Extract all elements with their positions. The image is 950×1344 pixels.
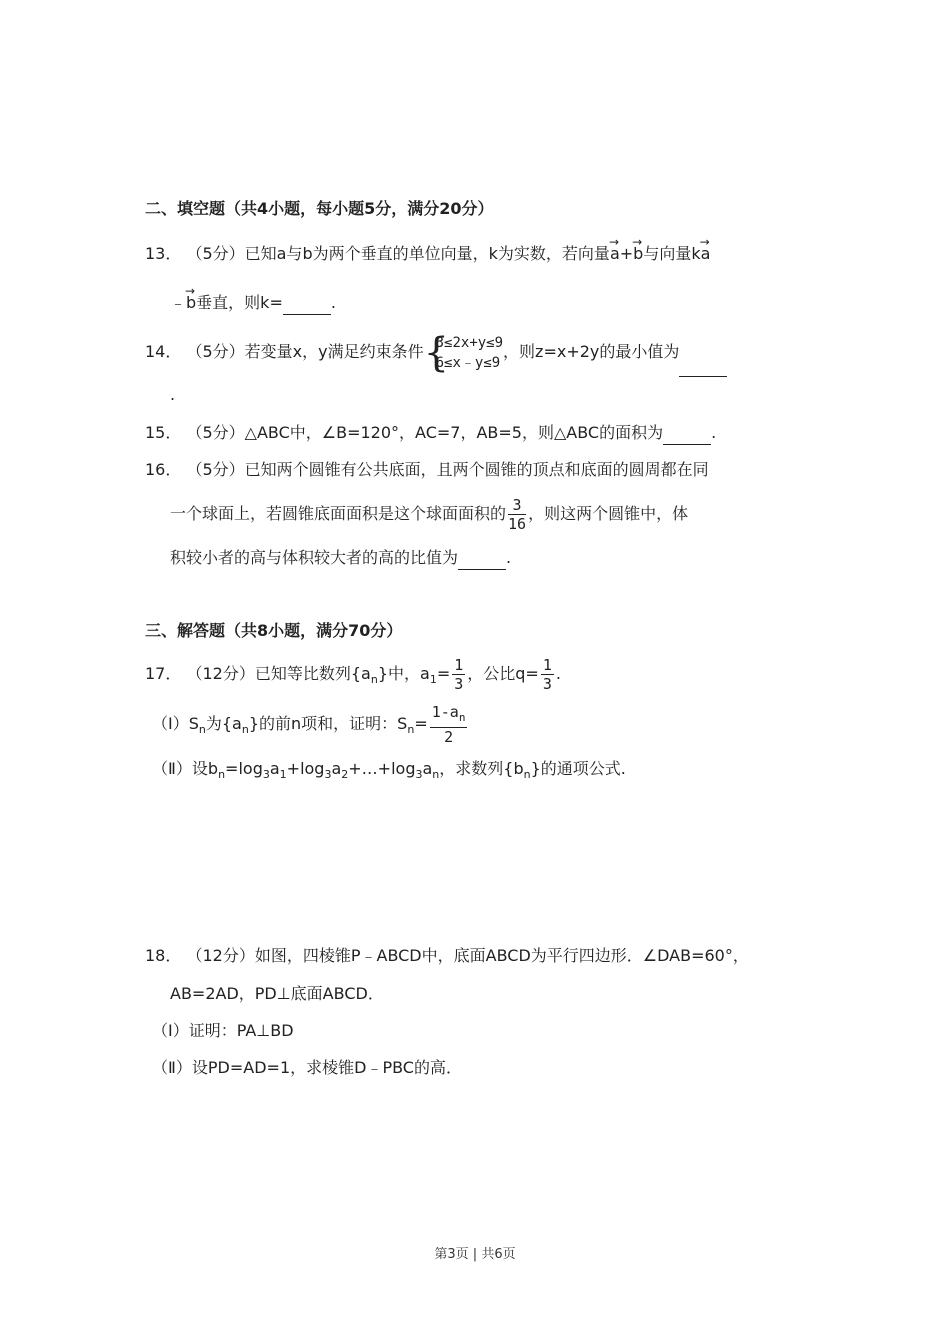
answer-blank bbox=[458, 547, 506, 570]
fraction-numerator: 3 bbox=[508, 496, 526, 515]
q17-text: a bbox=[331, 759, 342, 778]
question-13-line1 bbox=[145, 243, 710, 265]
fraction-1-3 bbox=[452, 656, 465, 693]
subscript: n bbox=[218, 768, 226, 782]
q17-text: = bbox=[414, 714, 428, 733]
part-label: （Ⅰ） bbox=[152, 1021, 189, 1040]
q18-text: 设PD=AD=1，求棱锥D﹣PBC的高． bbox=[191, 1058, 462, 1077]
question-17-line1 bbox=[145, 654, 561, 700]
q17-text: ，公比q= bbox=[467, 664, 539, 683]
subscript: n bbox=[241, 723, 249, 737]
q17-text: a bbox=[269, 759, 280, 778]
q13-text: 为两个垂直的单位向量，k为实数，若向量 bbox=[312, 244, 610, 263]
q15-text: △ABC中，∠B=120°，AC=7，AB=5，则△ABC的面积为 bbox=[244, 423, 664, 442]
q17-text: 已知等比数列{a bbox=[254, 664, 371, 683]
q17-score: （12分） bbox=[186, 664, 255, 683]
question-16-line1 bbox=[145, 459, 709, 481]
q17-text: = bbox=[436, 664, 451, 683]
subscript: 2 bbox=[341, 768, 349, 782]
vector-b: → b bbox=[633, 243, 643, 265]
fraction-denominator: 2 bbox=[444, 728, 454, 746]
question-18-part1 bbox=[152, 1020, 294, 1042]
q14-text: 若变量x，y满足约束条件 bbox=[244, 342, 424, 361]
subscript: n bbox=[407, 723, 415, 737]
q18-text: 如图，四棱锥P﹣ABCD中，底面ABCD为平行四边形．∠DAB=60°， bbox=[254, 946, 749, 965]
fraction-numerator bbox=[430, 703, 468, 728]
subscript: 3 bbox=[415, 768, 423, 782]
q16-text: 已知两个圆锥有公共底面，且两个圆锥的顶点和底面的圆周都在同 bbox=[244, 460, 709, 479]
q13-end: . bbox=[330, 293, 336, 312]
q15-score: （5分） bbox=[186, 423, 245, 442]
q14-score: （5分） bbox=[186, 342, 245, 361]
fraction-denominator: 3 bbox=[542, 675, 552, 693]
fraction-sn bbox=[430, 703, 468, 746]
q13-var-a: a bbox=[276, 244, 287, 263]
subscript: n bbox=[198, 723, 206, 737]
subscript: n bbox=[523, 768, 531, 782]
q17-text: 设b bbox=[191, 759, 219, 778]
q13-text: 与 bbox=[286, 244, 303, 263]
q14-text: ，则z=x+2y的最小值为 bbox=[503, 342, 680, 361]
constraint-row: 6≤x﹣y≤9 bbox=[435, 354, 501, 371]
q13-text: 垂直，则k= bbox=[196, 293, 283, 312]
brace-icon: { bbox=[423, 329, 450, 376]
constraint-system bbox=[423, 329, 504, 376]
q13-text: 与向量k bbox=[643, 244, 701, 263]
q17-text: a bbox=[422, 759, 433, 778]
part-label: （Ⅰ） bbox=[152, 714, 189, 733]
constraint-row: 3≤2x+y≤9 bbox=[435, 334, 504, 351]
question-17-part1 bbox=[152, 703, 469, 751]
subscript: n bbox=[458, 711, 466, 724]
q18-text: 证明：PA⊥BD bbox=[188, 1021, 294, 1040]
part-label: （Ⅱ） bbox=[152, 1058, 192, 1077]
q13-number: 13． bbox=[145, 244, 182, 263]
fraction-1-3 bbox=[541, 656, 554, 693]
q17-text: }中，a bbox=[377, 664, 430, 683]
q17-text: +log bbox=[286, 759, 325, 778]
subscript: 3 bbox=[324, 768, 332, 782]
q18-number: 18． bbox=[145, 946, 182, 965]
subscript: 3 bbox=[262, 768, 270, 782]
page-footer: 第3页 | 共6页 bbox=[434, 1247, 516, 1262]
q17-number: 17． bbox=[145, 664, 182, 683]
q13-text: 已知 bbox=[244, 244, 277, 263]
question-16-line2 bbox=[170, 494, 688, 534]
q13-score: （5分） bbox=[186, 244, 245, 263]
numerator-text: 1-a bbox=[431, 703, 459, 721]
q14-end: . bbox=[170, 385, 176, 404]
q15-end: . bbox=[711, 423, 717, 442]
answer-blank bbox=[679, 328, 727, 377]
question-17-part2 bbox=[152, 758, 626, 786]
question-13-line2 bbox=[170, 292, 336, 315]
subscript: 1 bbox=[429, 673, 437, 687]
q16-score: （5分） bbox=[186, 460, 245, 479]
q13-var-b: b bbox=[302, 244, 313, 263]
vector-a: → a bbox=[610, 243, 620, 265]
question-18-part2 bbox=[152, 1057, 462, 1079]
fraction-3-16 bbox=[508, 496, 526, 533]
fraction-numerator: 1 bbox=[542, 656, 552, 674]
subscript: 1 bbox=[279, 768, 287, 782]
q16-text: ，则这两个圆锥中，体 bbox=[528, 504, 689, 523]
vector-b: → b bbox=[186, 292, 196, 314]
answer-blank bbox=[663, 422, 711, 445]
question-18-line1 bbox=[145, 945, 749, 967]
fraction-denominator: 3 bbox=[454, 675, 464, 693]
question-14-line1 bbox=[145, 328, 727, 377]
question-18-line2: AB=2AD，PD⊥底面ABCD． bbox=[170, 984, 384, 1003]
q16-number: 16． bbox=[145, 460, 182, 479]
question-16-line3 bbox=[170, 547, 511, 570]
q13-plus: + bbox=[619, 244, 634, 263]
fraction-denominator: 16 bbox=[508, 515, 527, 533]
q17-text: S bbox=[188, 714, 199, 733]
q14-number: 14． bbox=[145, 342, 182, 361]
q17-text: . bbox=[555, 664, 561, 683]
q17-text: 为{a bbox=[205, 714, 242, 733]
q17-text: ，求数列{b bbox=[439, 759, 524, 778]
q16-end: . bbox=[506, 548, 512, 567]
q17-text: +…+log bbox=[348, 759, 416, 778]
q17-text: }的通项公式. bbox=[530, 759, 626, 778]
q17-text: =log bbox=[225, 759, 263, 778]
answer-blank bbox=[283, 292, 331, 315]
q16-text: 积较小者的高与体积较大者的高的比值为 bbox=[170, 548, 459, 567]
section-fill-heading: 二、填空题（共4小题，每小题5分，满分20分） bbox=[145, 199, 494, 218]
subscript: n bbox=[370, 673, 378, 687]
question-15 bbox=[145, 422, 716, 445]
q15-number: 15． bbox=[145, 423, 182, 442]
subscript: n bbox=[432, 768, 440, 782]
q17-text: }的前n项和，证明：S bbox=[248, 714, 408, 733]
q16-text: 一个球面上，若圆锥底面面积是这个球面面积的 bbox=[170, 504, 507, 523]
part-label: （Ⅱ） bbox=[152, 759, 192, 778]
fraction-numerator: 1 bbox=[454, 656, 464, 674]
q18-score: （12分） bbox=[186, 946, 255, 965]
q13-minus: ﹣ bbox=[170, 293, 187, 312]
vector-a: → a bbox=[701, 243, 711, 265]
section-answer-heading: 三、解答题（共8小题，满分70分） bbox=[145, 621, 403, 640]
